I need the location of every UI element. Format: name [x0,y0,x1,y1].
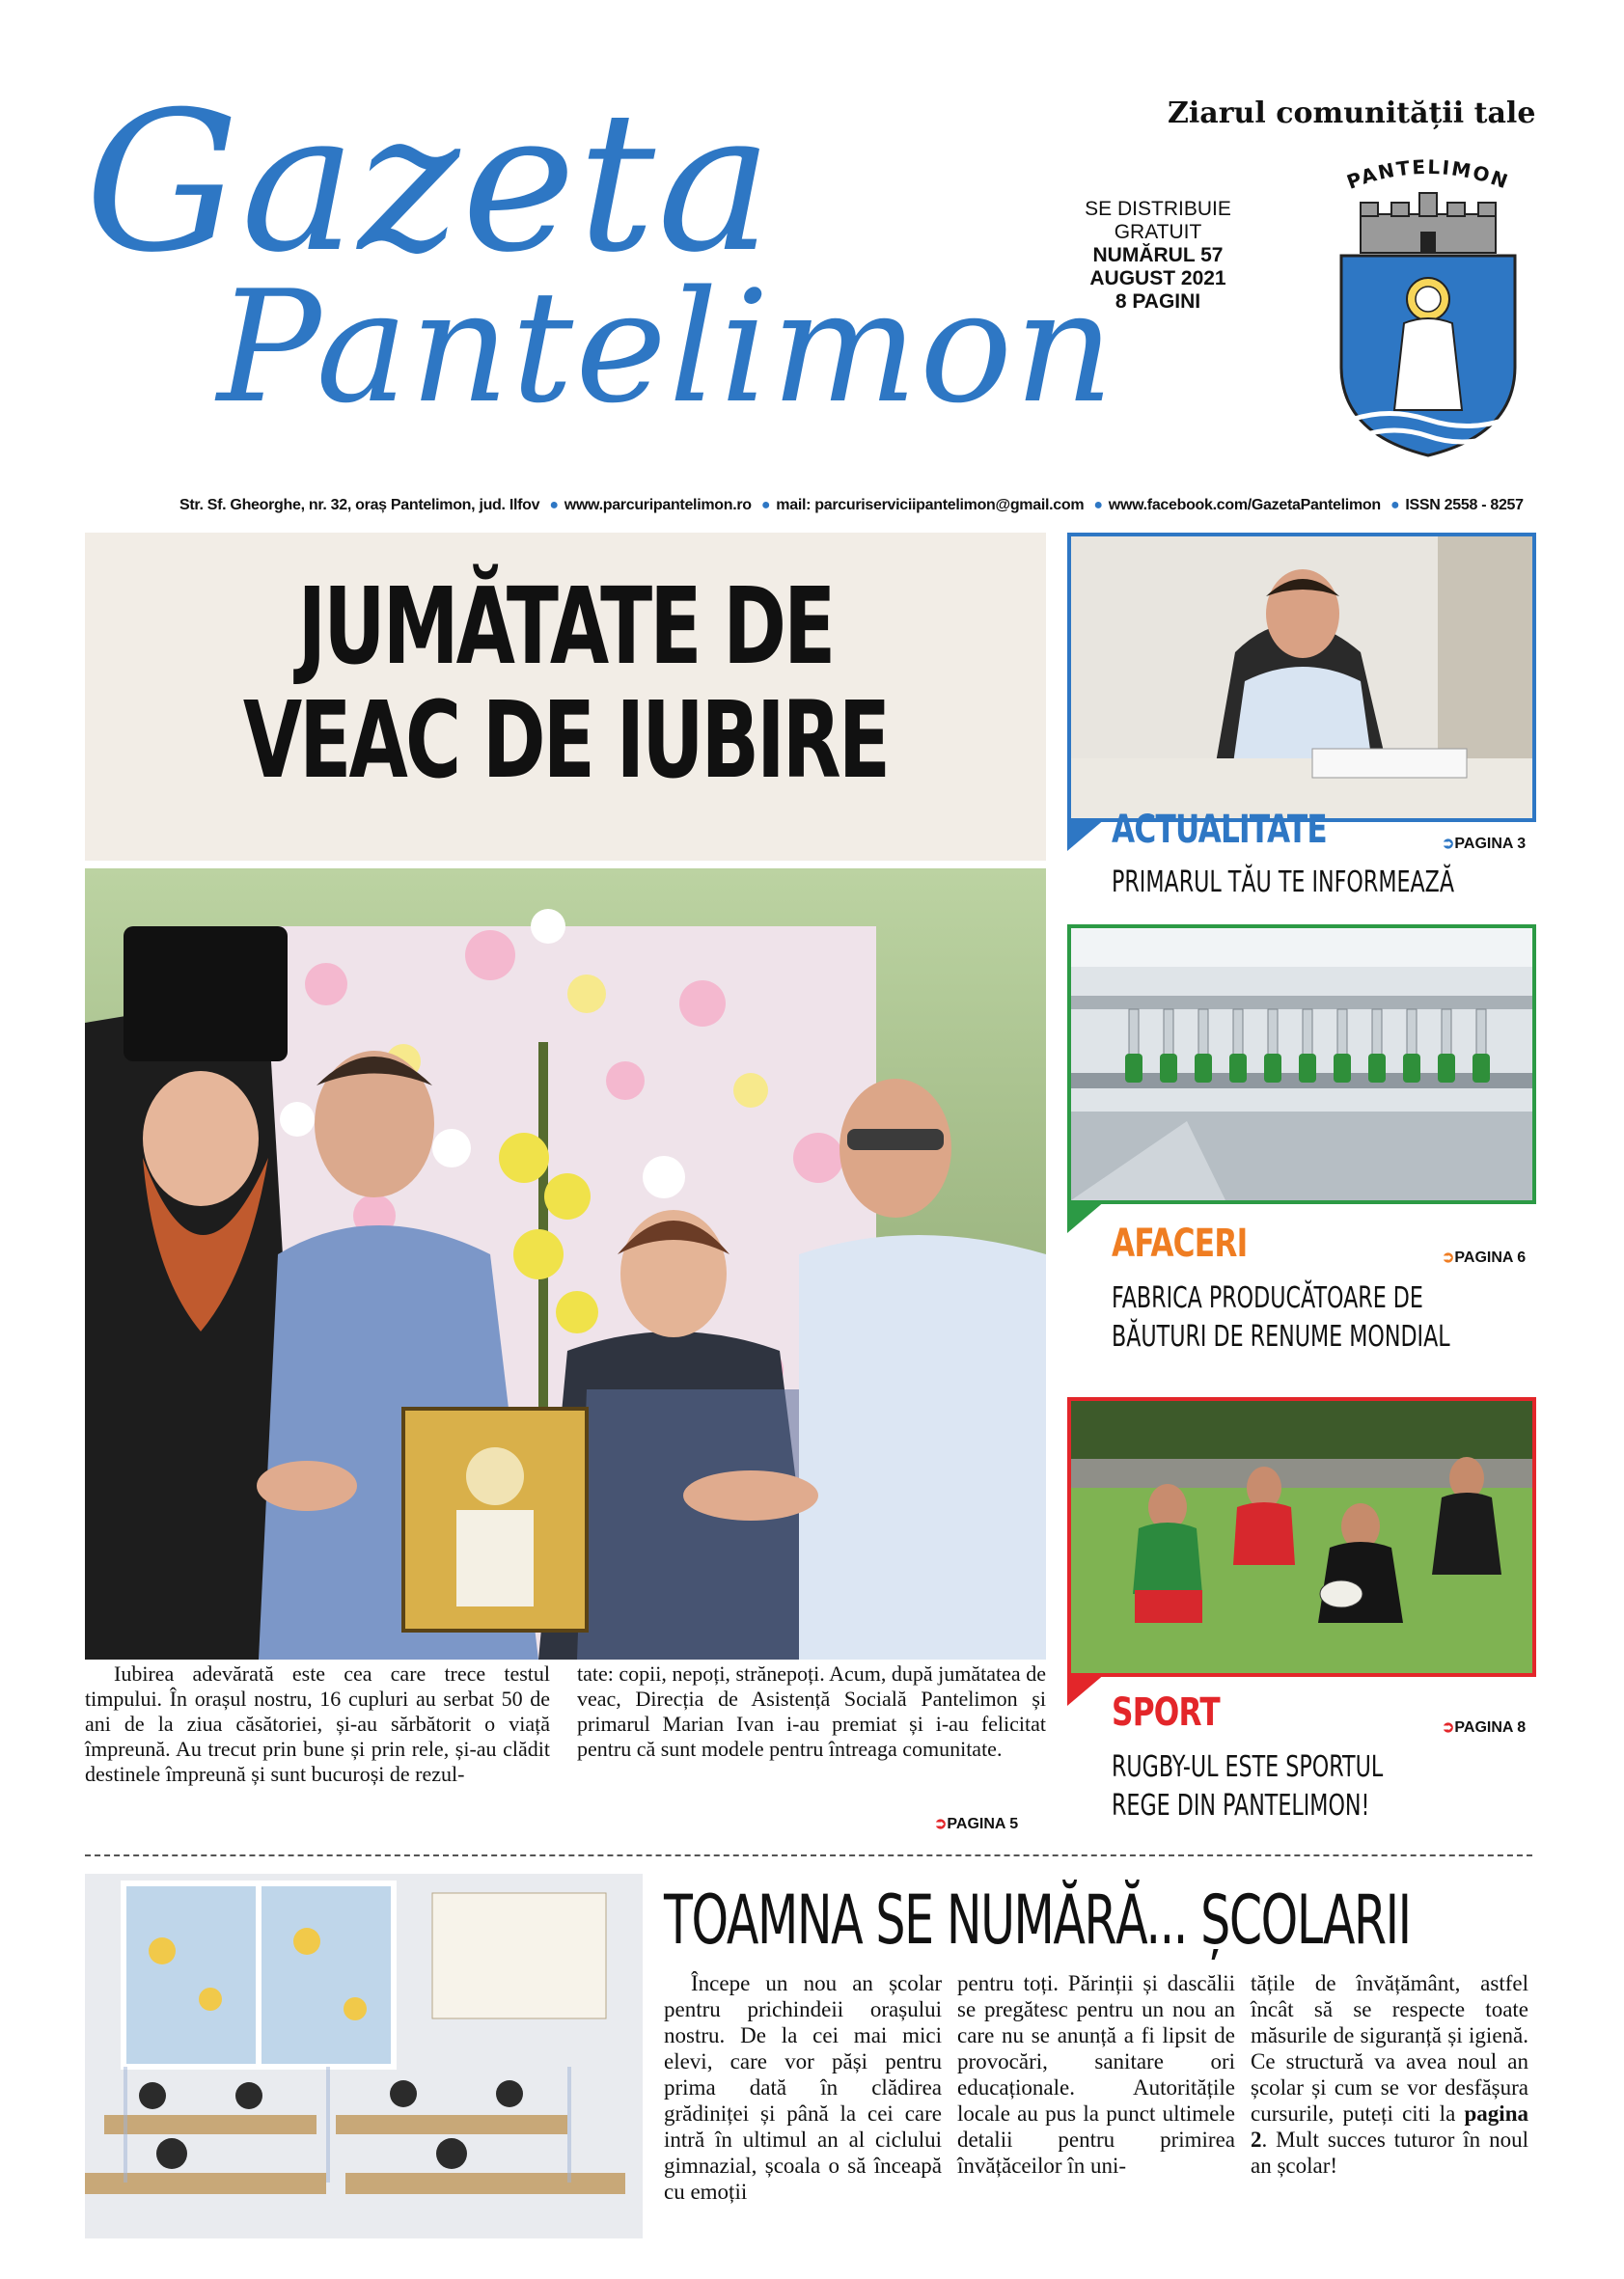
side-title-line: RUGBY-UL ESTE SPORTUL [1112,1750,1384,1784]
side-page-ref-label: PAGINA 8 [1454,1719,1527,1736]
lead-col1-text: Iubirea adevărată este cea care trece testul timpului. În orașul nostru, 16 cupluri au serbat 50 de ani de la ziua căsătoriei, și-au sărbătorit o viață împreună. Au trecut prin bune și prin rele, și-au clădit destinele împreună și sunt bucuroși de rezul- [85,1661,550,1786]
story2-col2-text: pentru toți. Părinții și dascălii se pregătesc pentru un nou an care nu se anunță a fi lipsit de provocări, sanitare ori educaționale. Autoritățile locale au pus la punct ultimele detalii pentru primirea învățăceilor în uni- [957,1971,1235,2178]
factory-photo [1071,928,1532,1200]
side-category-sport: SPORT [1112,1690,1220,1735]
story2-col2 [957,1970,1235,2179]
page-count: 8 PAGINI [1115,290,1201,313]
bullet-dot-icon: ● [1093,497,1103,513]
svg-text:PANTELIMON [1343,155,1512,194]
info-bar [179,497,1524,514]
distribution-line: GRATUIT [1114,221,1202,243]
issn: ISSN 2558 - 8257 [1405,497,1524,513]
bullet-dot-icon: ● [1390,497,1400,513]
crest-label: PANTELIMON [1343,154,1513,194]
bullet-dot-icon: ● [760,497,771,513]
arrow-right-icon: ➲ [1442,1249,1455,1266]
side-photo-frame-actualitate [1067,533,1536,822]
story2-col3 [1251,1970,1528,2179]
side-page-ref-actualitate[interactable] [1442,834,1526,853]
issue-date: AUGUST 2021 [1089,267,1226,289]
lead-col2-text: tate: copii, nepoți, strănepoți. Acum, după jumătatea de veac, Direcția de Asistență Socială Pantelimon și primarul Marian Ivan i-au premiat și i-au felicitat pentru că sunt modele pentru întreaga comunitate. [577,1661,1046,1761]
lead-headline-line1: JUMĂTATE DE [297,564,834,688]
story2-col3-text-a: tățile de învățământ, astfel încât să se respecte toate măsurile de siguranță și igienă. Ce structură va avea noul an școlar și cum se vor desfășura cursurile, puteți citi la [1251,1971,1528,2126]
section-divider [85,1854,1532,1856]
side-title-line: REGE DIN PANTELIMON! [1112,1789,1370,1823]
rugby-photo [1071,1401,1532,1673]
lead-col1 [85,1661,550,1787]
mail-link[interactable]: mail: parcuriserviciipantelimon@gmail.com [776,497,1085,513]
side-title-line: PRIMARUL TĂU TE INFORMEAZĂ [1112,865,1455,899]
side-category-actualitate: ACTUALITATE [1112,808,1327,852]
story2-page-link[interactable]: pagina 2 [1251,2101,1528,2152]
distribution-line: SE DISTRIBUIE [1085,198,1231,220]
story2-headline: TOAMNA SE NUMĂRĂ... ȘCOLARII [664,1881,1411,1960]
facebook-link[interactable]: www.facebook.com/GazetaPantelimon [1108,497,1381,513]
side-title-line: FABRICA PRODUCĂTOARE DE [1112,1281,1423,1315]
website-link[interactable]: www.parcuripantelimon.ro [564,497,752,513]
side-photo-frame-afaceri [1067,924,1536,1204]
arrow-right-icon: ➲ [934,1816,948,1832]
side-title-line: BĂUTURI DE RENUME MONDIAL [1112,1320,1450,1354]
masthead-title-line2: Pantelimon [217,257,1116,437]
side-photo-frame-sport [1067,1397,1536,1677]
side-category-afaceri: AFACERI [1112,1222,1248,1266]
story2-col1 [664,1970,942,2205]
side-page-ref-sport[interactable] [1442,1717,1526,1737]
side-title-sport [1112,1748,1383,1826]
distribution-info [1061,198,1254,314]
story2-col3-text-b: . Mult succes tuturor în noul an școlar! [1251,2128,1528,2178]
story2-col1-text: Începe un nou an școlar pentru prichindeii orașului nostru. De la cei mai mici elevi, care vor păși pentru prima dată în clădirea grădiniței și până la cei care intră în ultimul an al ciclului gimnazial, școala o să înceapă cu emoții [664,1971,942,2204]
address: Str. Sf. Gheorghe, nr. 32, oraș Pantelimon, jud. Ilfov [179,497,540,513]
lead-headline-box [85,533,1046,861]
side-corner-sport [1067,1673,1106,1706]
lead-photo [85,868,1046,1660]
side-page-ref-afaceri[interactable] [1442,1248,1526,1267]
lead-headline-line2: VEAC DE IUBIRE [242,678,889,802]
bullet-dot-icon: ● [549,497,559,513]
side-title-afaceri [1112,1279,1450,1357]
mayor-office-photo [1071,536,1532,818]
side-page-ref-label: PAGINA 3 [1454,836,1527,852]
classroom-photo [85,1874,643,2238]
school-photo [85,1874,643,2238]
lead-page-ref[interactable] [934,1814,1018,1833]
side-corner-actualitate [1067,818,1106,851]
issue-number: NUMĂRUL 57 [1092,244,1224,266]
lead-col2 [577,1661,1046,1762]
masthead-title-line1: Gazeta [85,70,775,295]
arrow-right-icon: ➲ [1442,1719,1455,1736]
tagline: Ziarul comunității tale [1168,96,1536,130]
lead-photo-image [85,868,1046,1660]
side-title-actualitate [1112,864,1454,902]
arrow-right-icon: ➲ [1442,836,1455,852]
crest-shield-icon [1322,154,1534,463]
pantelimon-crest [1322,154,1534,463]
side-page-ref-label: PAGINA 6 [1454,1249,1527,1266]
side-corner-afaceri [1067,1200,1106,1233]
lead-page-ref-label: PAGINA 5 [947,1816,1019,1832]
